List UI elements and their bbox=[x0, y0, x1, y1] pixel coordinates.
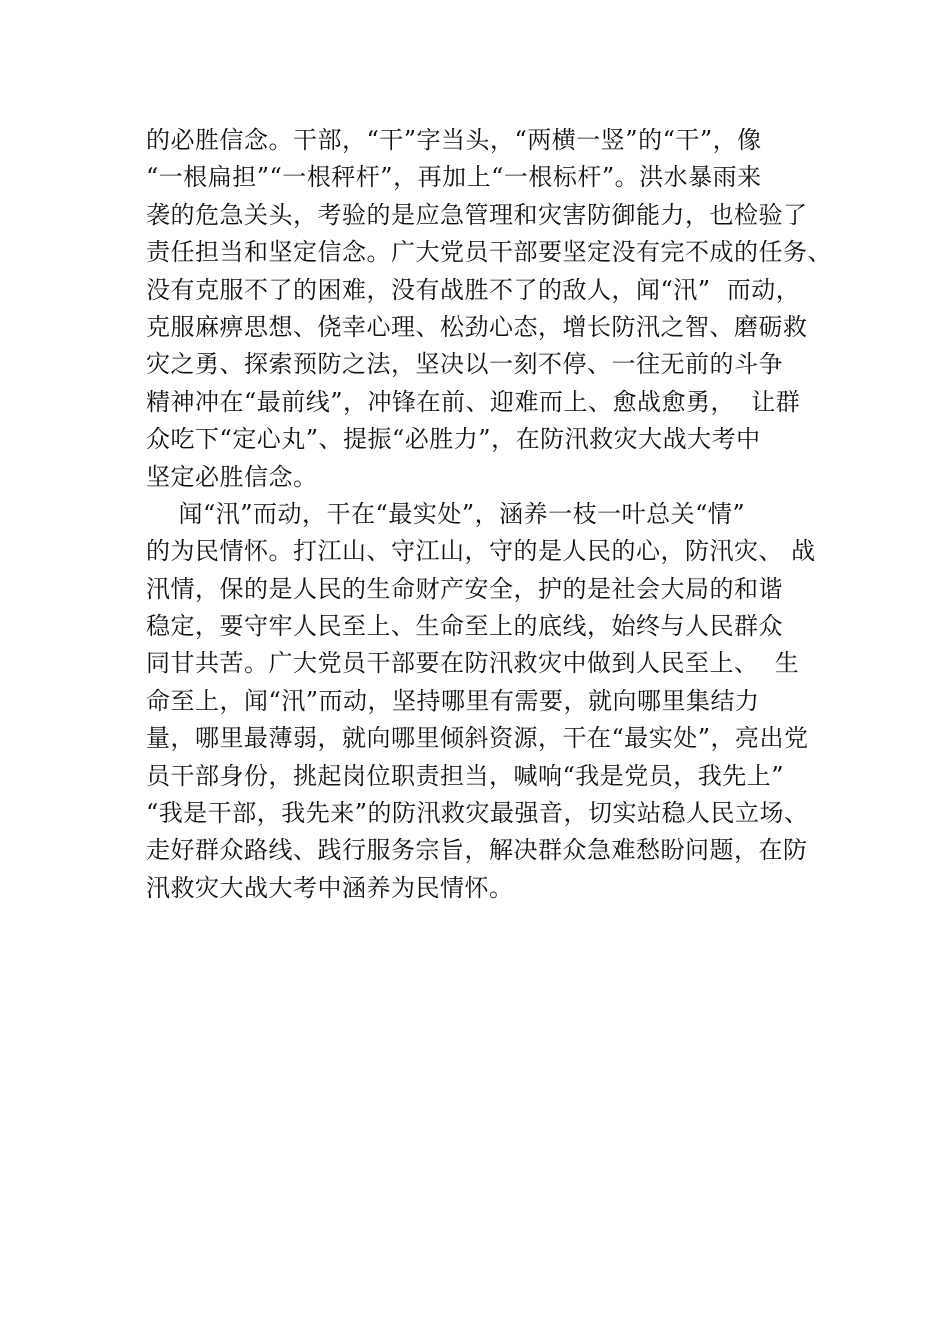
body-text bbox=[146, 122, 832, 907]
text-line: 责任担当和坚定信念。广大党员干部要坚定没有完不成的任务、 bbox=[146, 238, 832, 267]
text-line: 的必胜信念。干部，“干”字当头，“两横一竖”的“干”，像 bbox=[146, 126, 762, 154]
text-line: 克服麻痹思想、侥幸心理、松劲心态，增长防汛之智、磨砺救 bbox=[146, 312, 808, 341]
text-line: 袭的危急关头，考验的是应急管理和灾害防御能力，也检验了 bbox=[146, 200, 808, 229]
text-line: 灾之勇、探索预防之法，坚决以一刻不停、一往无前的斗争 bbox=[146, 350, 783, 379]
text-line: 量，哪里最薄弱，就向哪里倾斜资源，干在“最实处”，亮出党 bbox=[146, 724, 809, 753]
text-line: 走好群众路线、践行服务宗旨，解决群众急难愁盼问题，在防 bbox=[146, 836, 808, 865]
text-line: 员干部身份，挑起岗位职责担当，喊响“我是党员，我先上” bbox=[146, 761, 785, 790]
text-line: 闻“汛”而动，干在“最实处”，涵养一枝一叶总关“情” bbox=[146, 499, 746, 528]
text-line: “我是干部，我先来”的防汛救灾最强音，切实站稳人民立场、 bbox=[146, 799, 809, 828]
text-line: 精神冲在“最前线”，冲锋在前、迎难而上、愈战愈勇， 让群 bbox=[146, 387, 801, 416]
text-line: 坚定必胜信念。 bbox=[146, 462, 318, 491]
text-line: 众吃下“定心丸”、提振“必胜力”，在防汛救灾大战大考中 bbox=[146, 425, 761, 454]
text-line: 的为民情怀。打江山、守江山，守的是人民的心，防汛灾、 战 bbox=[146, 537, 816, 566]
text-line: 没有克服不了的困难，没有战胜不了的敌人，闻“汛” 而动， bbox=[146, 275, 801, 304]
text-line: 汛救灾大战大考中涵养为民情怀。 bbox=[146, 873, 514, 902]
text-line: 同甘共苦。广大党员干部要在防汛救灾中做到人民至上、 生 bbox=[146, 649, 800, 678]
text-line: 稳定，要守牢人民至上、生命至上的底线，始终与人民群众 bbox=[146, 612, 783, 641]
text-line: 汛情，保的是人民的生命财产安全，护的是社会大局的和谐 bbox=[146, 574, 783, 603]
text-line: “一根扁担”“一根秤杆”，再加上“一根标杆”。洪水暴雨来 bbox=[146, 163, 762, 192]
text-line: 命至上，闻“汛”而动，坚持哪里有需要，就向哪里集结力 bbox=[146, 686, 760, 715]
